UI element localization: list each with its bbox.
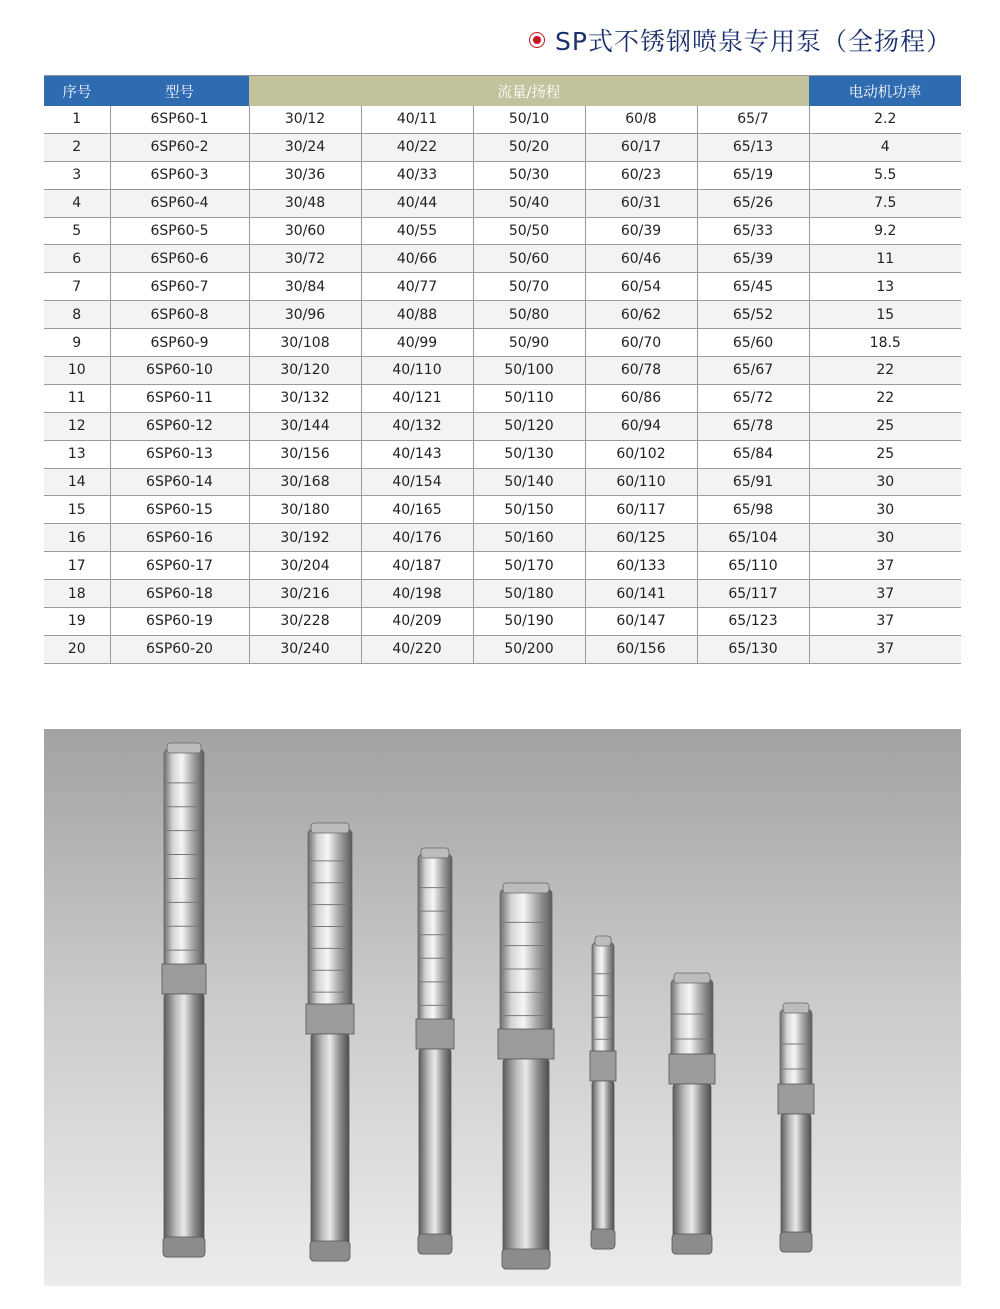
cell-model: 6SP60-13 [110,440,249,468]
cell-flow-head-1: 30/168 [249,468,361,496]
cell-flow-head-4: 60/141 [585,580,697,608]
cell-power: 5.5 [809,161,961,189]
cell-power: 25 [809,412,961,440]
cell-power: 9.2 [809,217,961,245]
cell-flow-head-2: 40/33 [361,161,473,189]
cell-flow-head-4: 60/133 [585,552,697,580]
cell-power: 22 [809,357,961,385]
cell-flow-head-4: 60/54 [585,273,697,301]
table-row [44,440,961,468]
cell-flow-head-1: 30/132 [249,384,361,412]
cell-power: 30 [809,524,961,552]
cell-model: 6SP60-15 [110,496,249,524]
cell-flow-head-2: 40/88 [361,301,473,329]
cell-flow-head-3: 50/70 [473,273,585,301]
cell-flow-head-3: 50/130 [473,440,585,468]
cell-index: 5 [44,217,110,245]
cell-flow-head-4: 60/23 [585,161,697,189]
header-power: 电动机功率 [809,76,961,107]
cell-flow-head-4: 60/102 [585,440,697,468]
spec-table [44,75,961,664]
cell-flow-head-2: 40/187 [361,552,473,580]
pump-strainer [498,1029,554,1059]
cell-flow-head-2: 40/220 [361,635,473,663]
bullet-icon [529,32,545,48]
page-title [529,22,952,58]
cell-model: 6SP60-14 [110,468,249,496]
cell-flow-head-4: 60/46 [585,245,697,273]
table-row [44,189,961,217]
cell-flow-head-1: 30/84 [249,273,361,301]
cell-flow-head-5: 65/78 [697,412,809,440]
cell-flow-head-5: 65/60 [697,329,809,357]
pump-illustration [44,729,961,1286]
table-row [44,301,961,329]
cell-flow-head-4: 60/94 [585,412,697,440]
table-row [44,580,961,608]
cell-power: 4 [809,133,961,161]
cell-flow-head-4: 60/8 [585,106,697,133]
cell-flow-head-4: 60/147 [585,608,697,636]
cell-index: 13 [44,440,110,468]
cell-flow-head-1: 30/120 [249,357,361,385]
cell-flow-head-1: 30/96 [249,301,361,329]
cell-flow-head-3: 50/20 [473,133,585,161]
cell-flow-head-3: 50/90 [473,329,585,357]
cell-flow-head-2: 40/143 [361,440,473,468]
cell-flow-head-1: 30/48 [249,189,361,217]
cell-flow-head-4: 60/117 [585,496,697,524]
cell-flow-head-1: 30/192 [249,524,361,552]
cell-power: 13 [809,273,961,301]
cell-model: 6SP60-2 [110,133,249,161]
cell-power: 15 [809,301,961,329]
table-row [44,468,961,496]
pump-photo [44,729,961,1286]
pump-head-cap [311,823,349,833]
pump-motor-base [163,1237,205,1257]
cell-model: 6SP60-7 [110,273,249,301]
cell-model: 6SP60-4 [110,189,249,217]
cell-model: 6SP60-17 [110,552,249,580]
cell-flow-head-3: 50/80 [473,301,585,329]
cell-power: 2.2 [809,106,961,133]
cell-flow-head-2: 40/22 [361,133,473,161]
cell-flow-head-2: 40/176 [361,524,473,552]
pump-motor [592,1081,614,1249]
cell-flow-head-5: 65/13 [697,133,809,161]
table-row [44,329,961,357]
cell-index: 2 [44,133,110,161]
cell-flow-head-3: 50/10 [473,106,585,133]
cell-index: 6 [44,245,110,273]
cell-flow-head-3: 50/150 [473,496,585,524]
cell-index: 12 [44,412,110,440]
cell-flow-head-3: 50/200 [473,635,585,663]
table-row [44,357,961,385]
cell-model: 6SP60-8 [110,301,249,329]
cell-model: 6SP60-12 [110,412,249,440]
cell-flow-head-4: 60/62 [585,301,697,329]
cell-flow-head-1: 30/108 [249,329,361,357]
cell-flow-head-2: 40/132 [361,412,473,440]
cell-power: 7.5 [809,189,961,217]
cell-index: 4 [44,189,110,217]
table-row [44,635,961,663]
cell-flow-head-3: 50/160 [473,524,585,552]
cell-flow-head-2: 40/11 [361,106,473,133]
cell-flow-head-1: 30/156 [249,440,361,468]
table-row [44,245,961,273]
cell-power: 30 [809,496,961,524]
pump-head-cap [674,973,710,983]
cell-flow-head-3: 50/100 [473,357,585,385]
pump-strainer [590,1051,616,1081]
cell-model: 6SP60-6 [110,245,249,273]
cell-power: 30 [809,468,961,496]
pump-strainer [416,1019,454,1049]
cell-flow-head-2: 40/165 [361,496,473,524]
cell-flow-head-2: 40/77 [361,273,473,301]
cell-flow-head-5: 65/117 [697,580,809,608]
cell-model: 6SP60-3 [110,161,249,189]
cell-flow-head-5: 65/110 [697,552,809,580]
cell-flow-head-3: 50/60 [473,245,585,273]
cell-flow-head-4: 60/86 [585,384,697,412]
header-index: 序号 [44,76,110,107]
cell-flow-head-5: 65/7 [697,106,809,133]
cell-flow-head-1: 30/204 [249,552,361,580]
pump-motor [673,1084,711,1254]
cell-flow-head-5: 65/98 [697,496,809,524]
cell-flow-head-2: 40/154 [361,468,473,496]
cell-index: 1 [44,106,110,133]
pump-motor [419,1049,451,1254]
cell-flow-head-5: 65/123 [697,608,809,636]
cell-flow-head-1: 30/216 [249,580,361,608]
cell-index: 20 [44,635,110,663]
cell-index: 19 [44,608,110,636]
pump-head-cap [167,743,201,753]
cell-model: 6SP60-16 [110,524,249,552]
cell-flow-head-1: 30/12 [249,106,361,133]
cell-flow-head-1: 30/228 [249,608,361,636]
table-row [44,161,961,189]
cell-flow-head-4: 60/78 [585,357,697,385]
cell-model: 6SP60-18 [110,580,249,608]
cell-flow-head-2: 40/99 [361,329,473,357]
cell-power: 37 [809,635,961,663]
cell-flow-head-1: 30/36 [249,161,361,189]
table-row [44,496,961,524]
cell-power: 37 [809,552,961,580]
pump-strainer [669,1054,715,1084]
table-row [44,412,961,440]
table-row [44,384,961,412]
cell-flow-head-1: 30/60 [249,217,361,245]
pump-motor [164,994,204,1257]
pump-stage-section [164,749,204,994]
cell-power: 25 [809,440,961,468]
pump-motor-base [672,1234,712,1254]
cell-flow-head-5: 65/33 [697,217,809,245]
cell-flow-head-5: 65/84 [697,440,809,468]
cell-flow-head-1: 30/72 [249,245,361,273]
cell-flow-head-4: 60/31 [585,189,697,217]
cell-index: 8 [44,301,110,329]
pump-motor [781,1114,811,1252]
cell-power: 37 [809,608,961,636]
table-row [44,552,961,580]
pump-stage-section [308,829,352,1034]
cell-flow-head-5: 65/91 [697,468,809,496]
cell-index: 10 [44,357,110,385]
cell-flow-head-2: 40/110 [361,357,473,385]
cell-index: 16 [44,524,110,552]
pump-head-cap [421,848,449,858]
cell-index: 17 [44,552,110,580]
pump-head-cap [783,1003,809,1013]
cell-flow-head-2: 40/44 [361,189,473,217]
pump-motor-base [780,1232,812,1252]
cell-power: 18.5 [809,329,961,357]
cell-flow-head-4: 60/110 [585,468,697,496]
cell-flow-head-1: 30/180 [249,496,361,524]
cell-index: 18 [44,580,110,608]
table-row [44,133,961,161]
cell-flow-head-1: 30/24 [249,133,361,161]
cell-flow-head-3: 50/30 [473,161,585,189]
cell-flow-head-5: 65/130 [697,635,809,663]
cell-index: 7 [44,273,110,301]
cell-flow-head-1: 30/144 [249,412,361,440]
table-row [44,608,961,636]
cell-power: 11 [809,245,961,273]
title-text: SP式不锈钢喷泉专用泵（全扬程） [555,27,952,56]
cell-flow-head-5: 65/67 [697,357,809,385]
cell-flow-head-4: 60/70 [585,329,697,357]
cell-flow-head-3: 50/110 [473,384,585,412]
cell-flow-head-2: 40/121 [361,384,473,412]
cell-flow-head-3: 50/170 [473,552,585,580]
cell-model: 6SP60-20 [110,635,249,663]
table-row [44,524,961,552]
pump-motor [311,1034,349,1261]
cell-flow-head-4: 60/39 [585,217,697,245]
cell-index: 15 [44,496,110,524]
table-body [44,106,961,663]
cell-flow-head-5: 65/19 [697,161,809,189]
cell-index: 11 [44,384,110,412]
cell-flow-head-2: 40/66 [361,245,473,273]
cell-flow-head-1: 30/240 [249,635,361,663]
cell-model: 6SP60-1 [110,106,249,133]
table-header-row [44,76,961,107]
cell-flow-head-3: 50/50 [473,217,585,245]
cell-model: 6SP60-5 [110,217,249,245]
cell-flow-head-3: 50/140 [473,468,585,496]
table-row [44,217,961,245]
pump-head-cap [503,883,549,893]
cell-model: 6SP60-10 [110,357,249,385]
pump-motor-base [418,1234,452,1254]
cell-flow-head-4: 60/125 [585,524,697,552]
cell-model: 6SP60-19 [110,608,249,636]
cell-flow-head-2: 40/55 [361,217,473,245]
cell-model: 6SP60-9 [110,329,249,357]
cell-flow-head-4: 60/17 [585,133,697,161]
pump-motor-base [591,1229,615,1249]
header-flow-head: 流量/扬程 [249,76,809,107]
cell-index: 9 [44,329,110,357]
pump-strainer [778,1084,814,1114]
pump-motor-base [310,1241,350,1261]
table-row [44,273,961,301]
cell-power: 22 [809,384,961,412]
cell-flow-head-2: 40/198 [361,580,473,608]
cell-flow-head-3: 50/120 [473,412,585,440]
cell-flow-head-5: 65/39 [697,245,809,273]
pump-motor-base [502,1249,550,1269]
cell-flow-head-5: 65/45 [697,273,809,301]
header-model: 型号 [110,76,249,107]
cell-flow-head-3: 50/40 [473,189,585,217]
cell-power: 37 [809,580,961,608]
pump-head-cap [595,936,611,946]
pump-motor [503,1059,549,1269]
cell-flow-head-3: 50/180 [473,580,585,608]
cell-flow-head-5: 65/104 [697,524,809,552]
cell-flow-head-5: 65/52 [697,301,809,329]
cell-flow-head-3: 50/190 [473,608,585,636]
cell-index: 14 [44,468,110,496]
cell-flow-head-5: 65/26 [697,189,809,217]
cell-flow-head-4: 60/156 [585,635,697,663]
pump-strainer [306,1004,354,1034]
cell-index: 3 [44,161,110,189]
cell-flow-head-5: 65/72 [697,384,809,412]
pump-strainer [162,964,206,994]
cell-flow-head-2: 40/209 [361,608,473,636]
table-row [44,106,961,133]
cell-model: 6SP60-11 [110,384,249,412]
